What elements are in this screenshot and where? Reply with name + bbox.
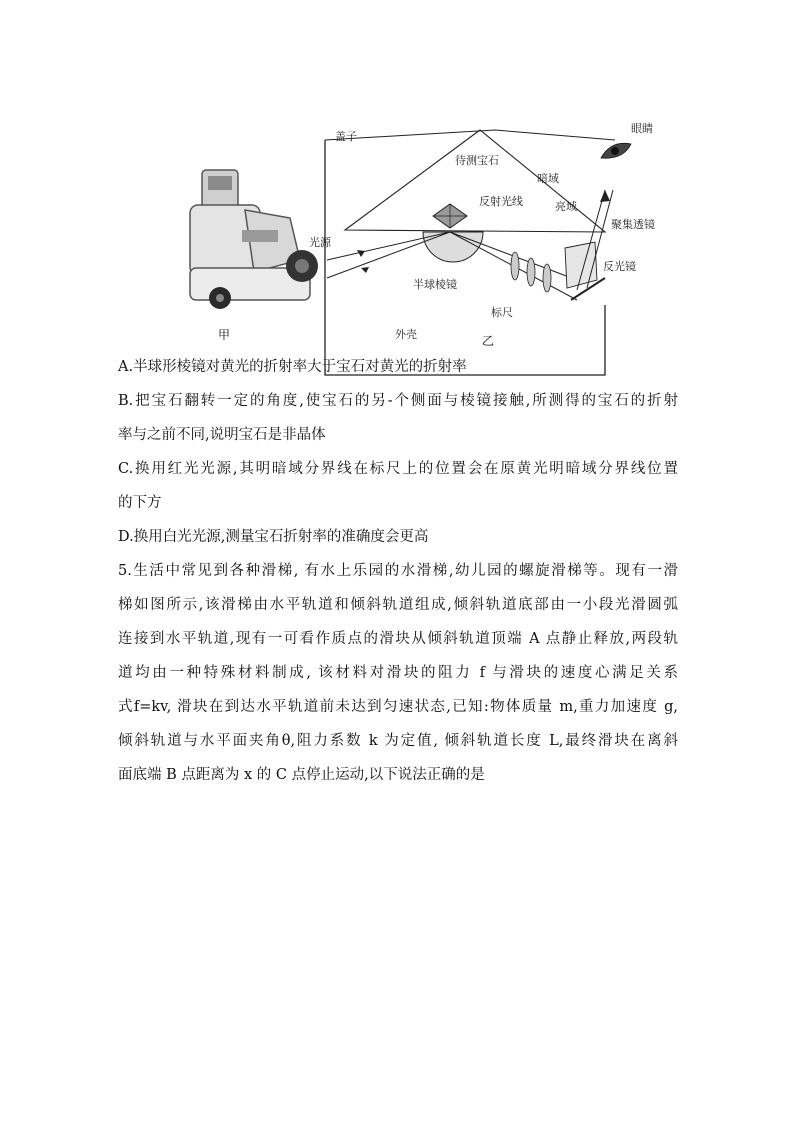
- question-content: [118, 350, 678, 792]
- figure-yi-caption: 乙: [482, 334, 495, 348]
- label-mirror: 反光镜: [603, 260, 636, 273]
- label-lens: 聚集透镜: [611, 218, 655, 231]
- option-a: A.半球形棱镜对黄光的折射率大于宝石对黄光的折射率: [118, 359, 467, 375]
- refractometer-device-image: [150, 150, 330, 330]
- eye-icon: [601, 143, 631, 158]
- label-reflect: 反射光线: [479, 195, 523, 208]
- option-c-line1: C.换用红光光源,其明暗域分界线在标尺上的位置会在原黄光明暗域分界线位置: [118, 461, 678, 477]
- label-dark: 暗域: [537, 172, 559, 185]
- label-gem: 待测宝石: [455, 154, 499, 167]
- lid-outline: [325, 130, 615, 140]
- q5-line1: 5.生活中常见到各种滑梯, 有水上乐园的水滑梯,幼儿园的螺旋滑梯等。现有一滑: [118, 563, 678, 579]
- label-lid: 盖子: [335, 130, 357, 143]
- figure-area: [120, 80, 680, 352]
- q5-line5: 式f=kv, 滑块在到达水平轨道前未达到匀速状态,已知:物体质量 m,重力加速度 g,: [118, 699, 678, 715]
- label-bright: 亮域: [555, 200, 577, 213]
- label-prism: 半球棱镜: [413, 278, 457, 291]
- q5-line2: 梯如图所示,该滑梯由水平轨道和倾斜轨道组成,倾斜轨道底部由一小段光滑圆弧: [118, 597, 678, 613]
- figure-jia-caption: 甲: [218, 328, 231, 342]
- q5-line4: 道均由一种特殊材料制成, 该材料对滑块的阻力 f 与滑块的速度心满足关系: [118, 665, 678, 681]
- label-scale: 标尺: [491, 306, 513, 319]
- label-eye: 眼睛: [631, 122, 653, 135]
- option-c-line2: 的下方: [118, 495, 162, 511]
- lid-plate: [345, 130, 605, 232]
- label-source: 光源: [309, 236, 331, 249]
- q5-line7: 面底端 B 点距离为 x 的 C 点停止运动,以下说法正确的是: [118, 767, 485, 783]
- q5-line3: 连接到水平轨道,现有一可看作质点的滑块从倾斜轨道顶端 A 点静止释放,两段轨: [118, 631, 678, 647]
- option-b-line2: 率与之前不同,说明宝石是非晶体: [118, 427, 326, 443]
- focusing-lens: [565, 242, 597, 288]
- option-b-line1: B.把宝石翻转一定的角度,使宝石的另-个侧面与棱镜接触,所测得的宝石的折射: [118, 393, 678, 409]
- label-shell: 外壳: [395, 328, 417, 341]
- option-d: D.换用白光光源,测量宝石折射率的准确度会更高: [118, 529, 429, 545]
- q5-line6: 倾斜轨道与水平面夹角θ,阻力系数 k 为定值, 倾斜轨道长度 L,最终滑块在离斜: [118, 733, 678, 749]
